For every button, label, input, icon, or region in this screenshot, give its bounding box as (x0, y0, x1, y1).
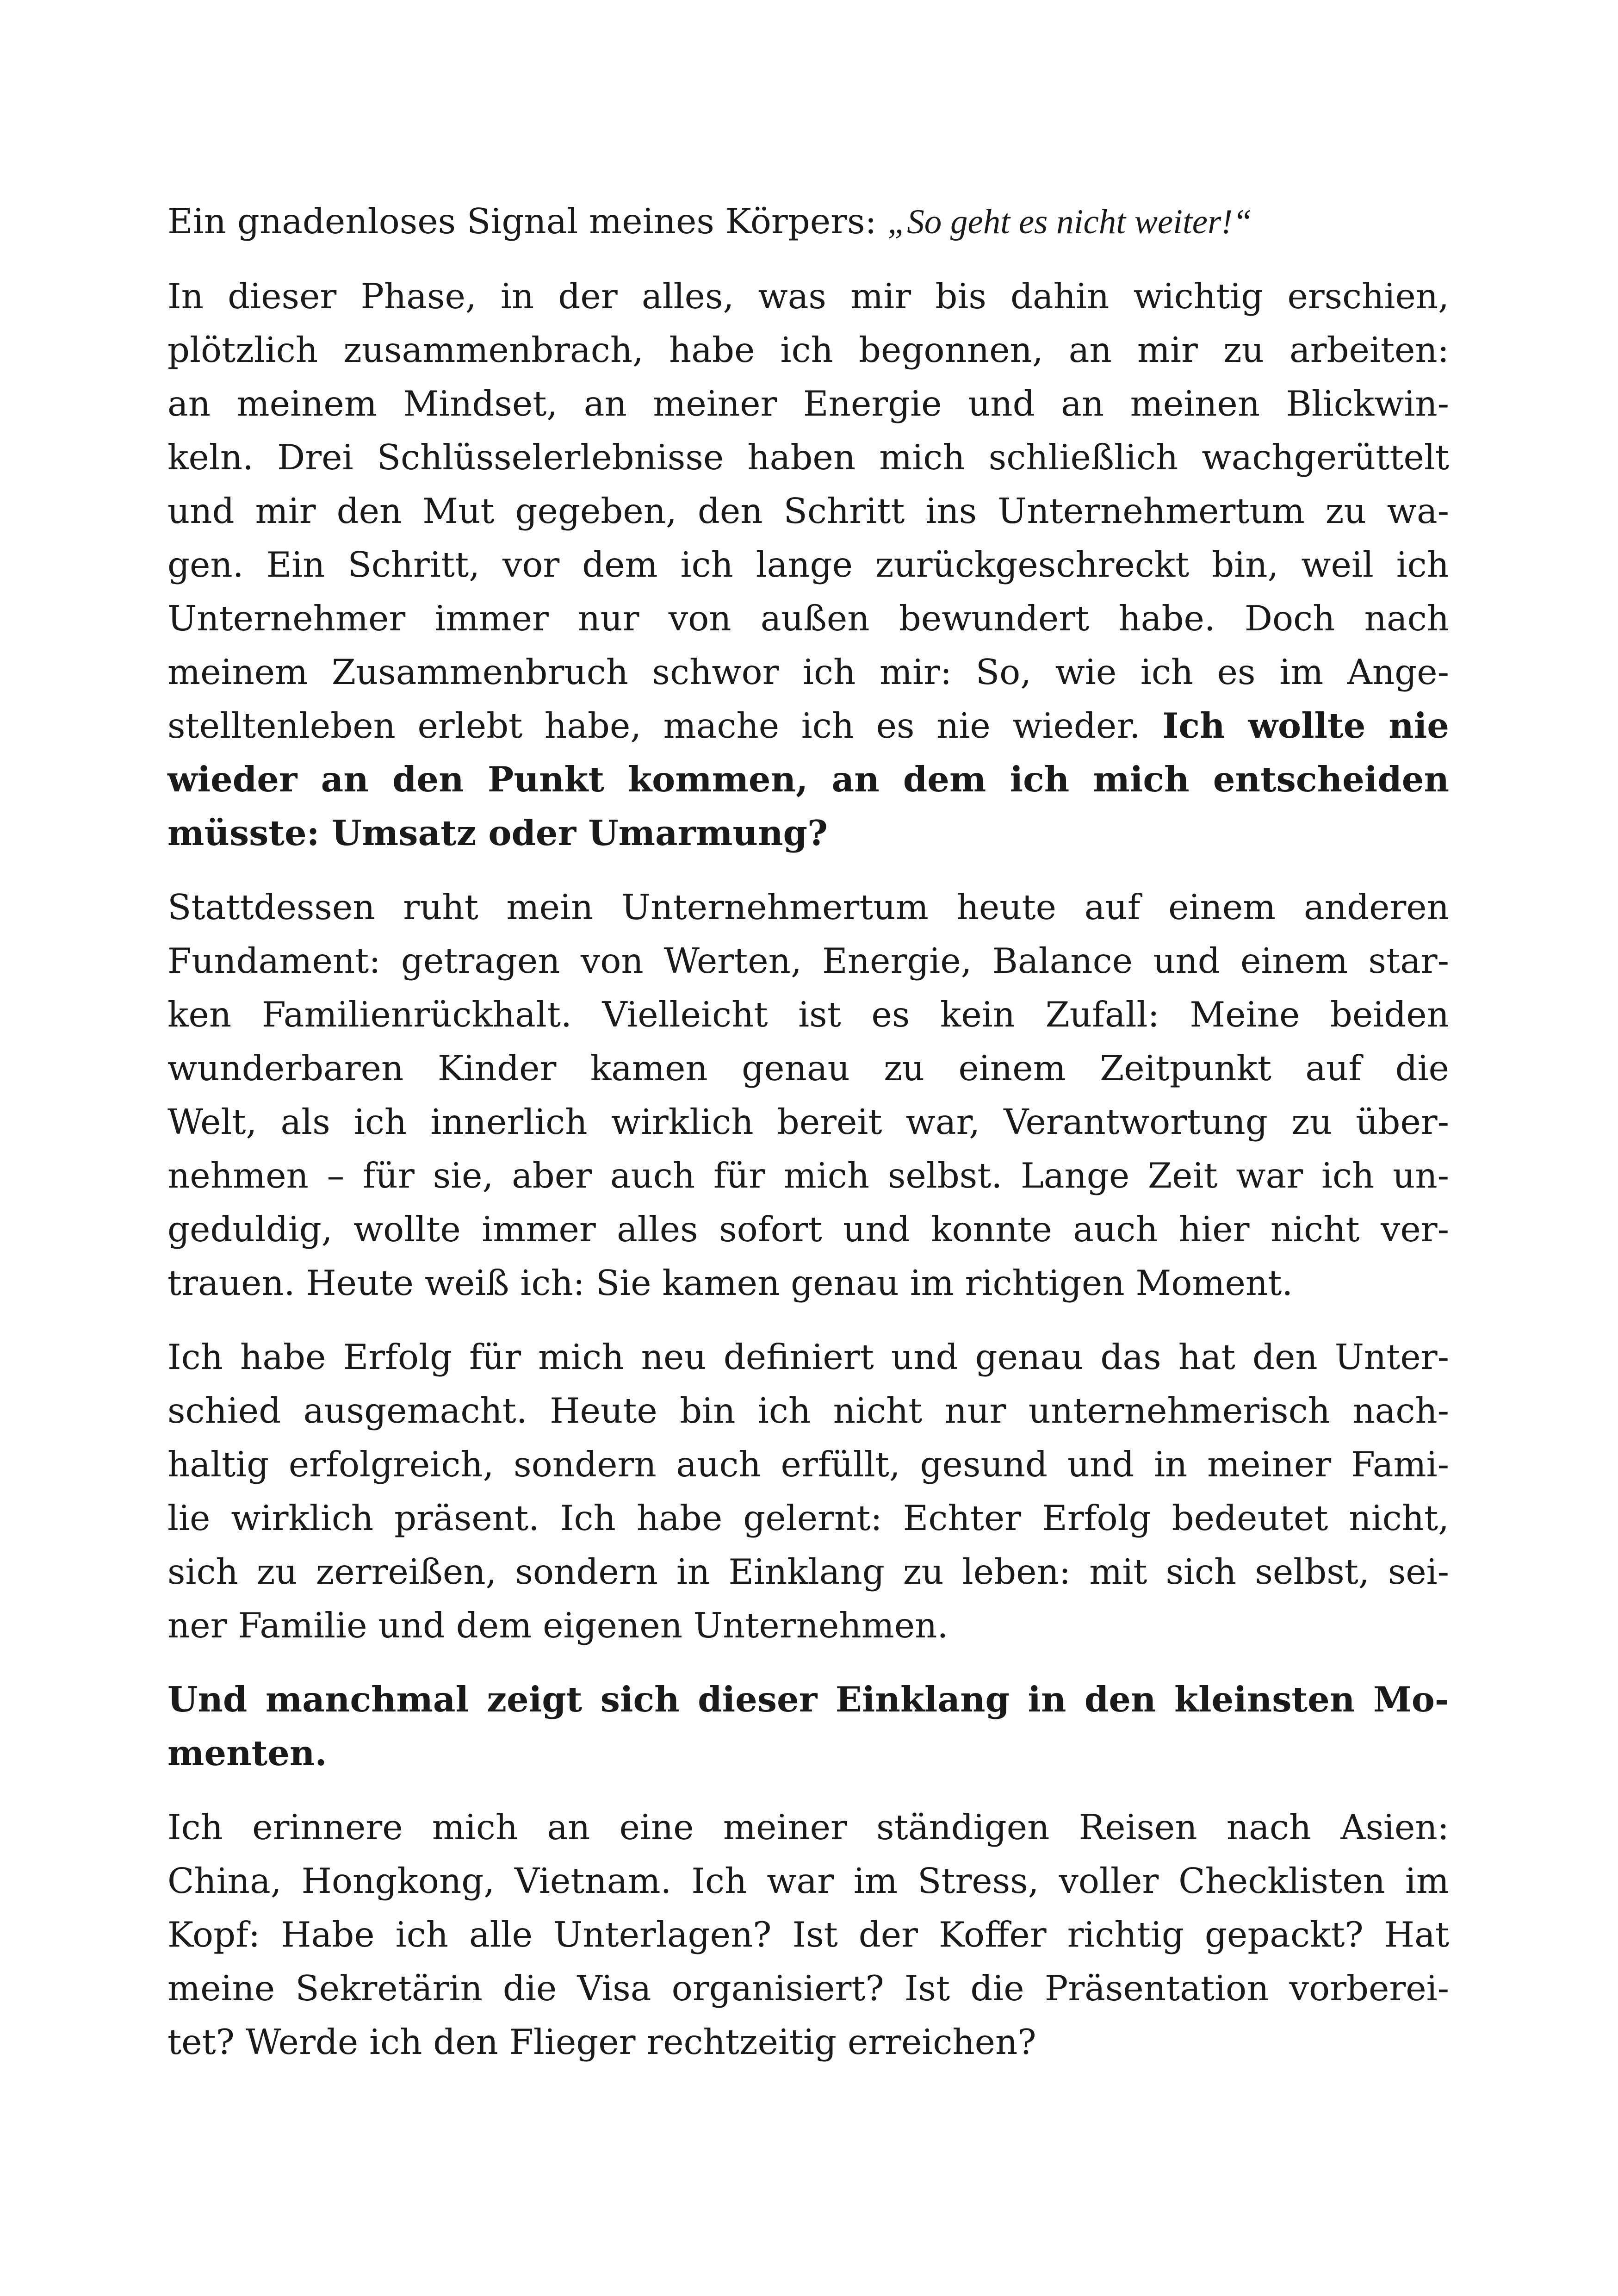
text-line: keln. Drei Schlüsselerlebnisse haben mich schließlich wachgerüttelt (167, 437, 1449, 478)
text-line: und mir den Mut gegeben, den Schritt ins Unternehmertum zu wa- (167, 491, 1449, 531)
paragraph-1 (167, 194, 1449, 249)
bold-text-line: müsste: Umsatz oder Umarmung? (167, 813, 828, 853)
text-line: nehmen – für sie, aber auch für mich selbst. Lange Zeit war ich un- (167, 1155, 1449, 1196)
text-line: plötzlich zusammenbrach, habe ich begonnen, an mir zu arbeiten: (167, 330, 1449, 370)
text-line: meinem Zusammenbruch schwor ich mir: So, wie ich es im Ange- (167, 652, 1449, 692)
text-line: Ich erinnere mich an eine meiner ständigen Reisen nach Asien: (167, 1807, 1449, 1848)
text-line: schied ausgemacht. Heute bin ich nicht nur unternehmerisch nach- (167, 1390, 1449, 1431)
bold-text-line: wieder an den Punkt kommen, an dem ich mich entscheiden (167, 759, 1449, 800)
paragraph-2 (167, 269, 1449, 860)
text-line: Stattdessen ruht mein Unternehmertum heute auf einem anderen (167, 887, 1449, 927)
text-line: ken Familienrückhalt. Vielleicht ist es kein Zufall: Meine beiden (167, 994, 1449, 1035)
text-line: haltig erfolgreich, sondern auch erfüllt, gesund und in meiner Fami- (167, 1444, 1449, 1485)
text-line: Fundament: getragen von Werten, Energie, Balance und einem star- (167, 940, 1449, 981)
text-segment: stelltenleben erlebt habe, mache ich es nie wieder. (167, 705, 1163, 746)
paragraph-4 (167, 1330, 1449, 1652)
text-line: Welt, als ich innerlich wirklich bereit war, Verantwortung zu über- (167, 1101, 1449, 1142)
bold-text-line: menten. (167, 1733, 327, 1773)
text-line: geduldig, wollte immer alles sofort und konnte auch hier nicht ver- (167, 1209, 1449, 1250)
text-line: ner Familie und dem eigenen Unternehmen. (167, 1605, 948, 1646)
text-line: an meinem Mindset, an meiner Energie und an meinen Blickwin- (167, 383, 1449, 424)
text-line: wunderbaren Kinder kamen genau zu einem Zeitpunkt auf die (167, 1048, 1449, 1089)
text-line: lie wirklich präsent. Ich habe gelernt: Echter Erfolg bedeutet nicht, (167, 1498, 1449, 1538)
text-line-mixed (167, 699, 1449, 753)
body-text (167, 194, 1449, 2089)
text-line: China, Hongkong, Vietnam. Ich war im Stress, voller Checklisten im (167, 1860, 1449, 1901)
bold-text-line: Und manchmal zeigt sich dieser Einklang in den kleinsten Mo- (167, 1679, 1449, 1720)
text-line: sich zu zerreißen, sondern in Einklang zu leben: mit sich selbst, sei- (167, 1551, 1449, 1592)
paragraph-6 (167, 1800, 1449, 2069)
text-line: Ich habe Erfolg für mich neu definiert und genau das hat den Unter- (167, 1337, 1449, 1377)
paragraph-1-quote: „So geht es nicht weiter!“ (887, 203, 1252, 241)
paragraph-1-text: Ein gnadenloses Signal meines Körpers: (167, 201, 888, 242)
text-line: Kopf: Habe ich alle Unterlagen? Ist der Koffer richtig gepackt? Hat (167, 1914, 1449, 1955)
text-line: Unternehmer immer nur von außen bewundert habe. Doch nach (167, 598, 1449, 639)
text-line: meine Sekretärin die Visa organisiert? Ist die Präsentation vorberei- (167, 1968, 1449, 2009)
text-line: tet? Werde ich den Flieger rechtzeitig erreichen? (167, 2022, 1036, 2062)
paragraph-3 (167, 880, 1449, 1310)
bold-text-segment: Ich wollte nie (1162, 705, 1449, 746)
text-line: In dieser Phase, in der alles, was mir bis dahin wichtig erschien, (167, 276, 1449, 317)
paragraph-5-bold (167, 1673, 1449, 1780)
text-line: gen. Ein Schritt, vor dem ich lange zurückgeschreckt bin, weil ich (167, 544, 1449, 585)
text-line: trauen. Heute weiß ich: Sie kamen genau im richtigen Moment. (167, 1263, 1293, 1303)
